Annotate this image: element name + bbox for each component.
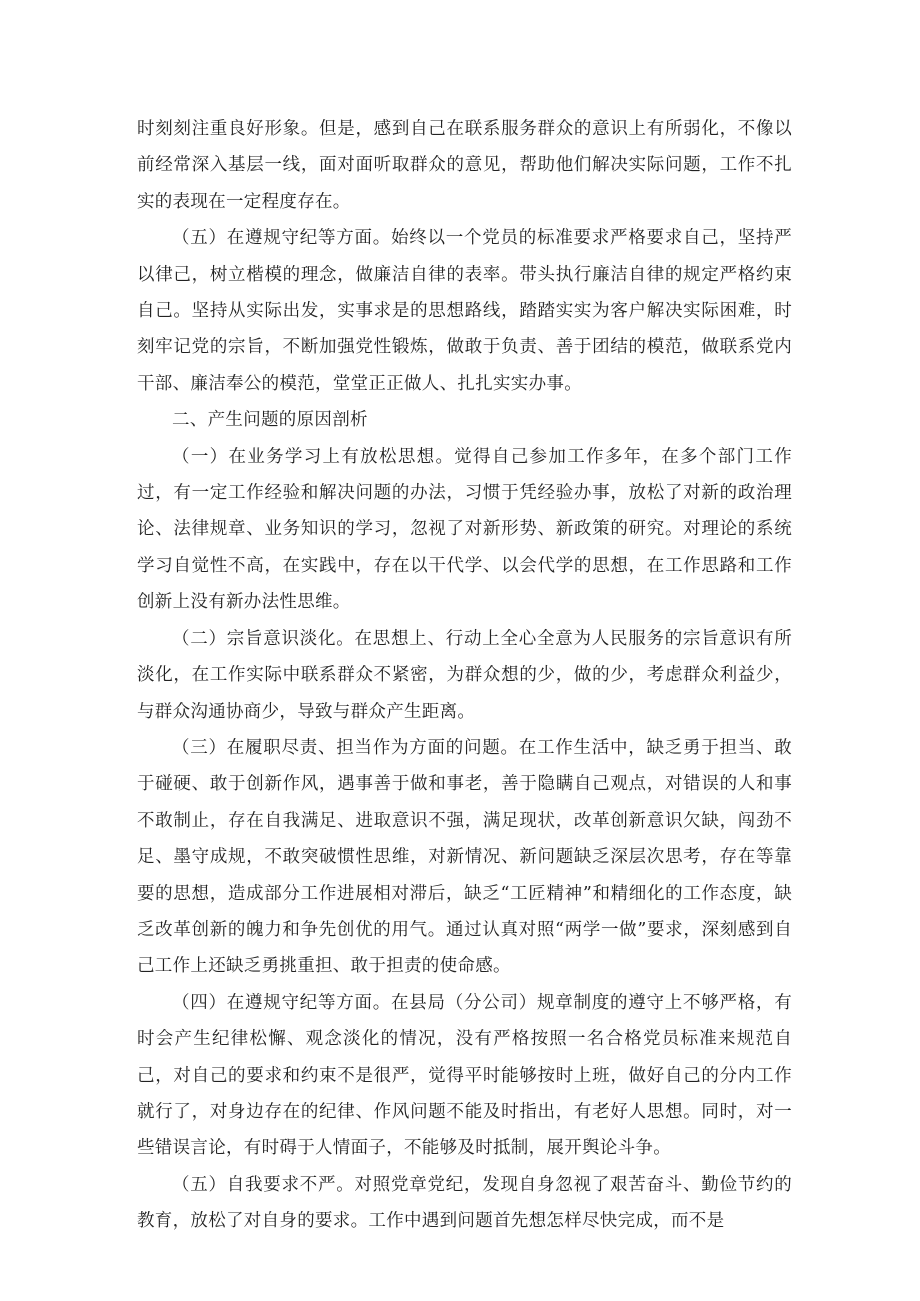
paragraph-cause-four-discipline: （四）在遵规守纪等方面。在县局（分公司）规章制度的遵守上不够严格，有时会产生纪律松懈、观念淡化的情况，没有严格按照一名合格党员标准来规范自己，对自己的要求和约束不是很严，觉得平时能够按时上班，做好自己的分内工作就行了，对身边存在的纪律、作风问题不能及时指出，有老好人思想。同时，对一些错误言论，有时碍于人情面子，不能够及时抵制，展开舆论斗争。: [137, 992, 792, 1159]
section-heading-cause-analysis: 二、产生问题的原因剖析: [172, 410, 368, 431]
paragraph-cause-three-responsibility: （三）在履职尽责、担当作为方面的问题。在工作生活中，缺乏勇于担当、敢于碰硬、敢于创新作风，遇事善于做和事老，善于隐瞒自己观点，对错误的人和事不敢制止，存在自我满足、进取意识不强，满足现状，改革创新意识欠缺，闯劲不足、墨守成规，不敢突破惯性思维，对新情况、新问题缺乏深层次思考，存在等靠要的思想，造成部分工作进展相对滞后，缺乏“工匠精神”和精细化的工作态度，缺乏改革创新的魄力和争先创优的用气。通过认真对照“两学一做”要求，深刻感到自己工作上还缺乏勇挑重担、敢于担责的使命感。: [137, 737, 792, 977]
paragraph-cause-two-purpose: （二）宗旨意识淡化。在思想上、行动上全心全意为人民服务的宗旨意识有所淡化，在工作实际中联系群众不紧密，为群众想的少，做的少，考虑群众利益少，与群众沟通协商少，导致与群众产生距离。: [137, 628, 792, 722]
paragraph-cause-five-self-requirement: （五）自我要求不严。对照党章党纪，发现自身忽视了艰苦奋斗、勤俭节约的教育，放松了对自身的要求。工作中遇到问题首先想怎样尽快完成，而不是: [137, 1174, 792, 1232]
paragraph-continuation: 时刻刻注重良好形象。但是，感到自己在联系服务群众的意识上有所弱化，不像以前经常深入基层一线，面对面听取群众的意见，帮助他们解决实际问题，工作不扎实的表现在一定程度存在。: [137, 119, 792, 212]
document-body: [137, 111, 792, 1240]
paragraph-cause-one-study: （一）在业务学习上有放松思想。觉得自己参加工作多年，在多个部门工作过，有一定工作经验和解决问题的办法，习惯于凭经验办事，放松了对新的政治理论、法律规章、业务知识的学习，忽视了对新形势、新政策的研究。对理论的系统学习自觉性不高，在实践中，存在以干代学、以会代学的思想，在工作思路和工作创新上没有新办法性思维。: [137, 446, 792, 613]
paragraph-section-five-discipline: （五）在遵规守纪等方面。始终以一个党员的标准要求严格要求自己，坚持严以律己，树立楷模的理念，做廉洁自律的表率。带头执行廉洁自律的规定严格约束自己。坚持从实际出发，实事求是的思想路线，踏踏实实为客户解决实际困难，时刻牢记党的宗旨，不断加强党性锻炼，做敢于负责、善于团结的模范，做联系党内干部、廉洁奉公的模范，堂堂正正做人、扎扎实实办事。: [137, 228, 792, 394]
